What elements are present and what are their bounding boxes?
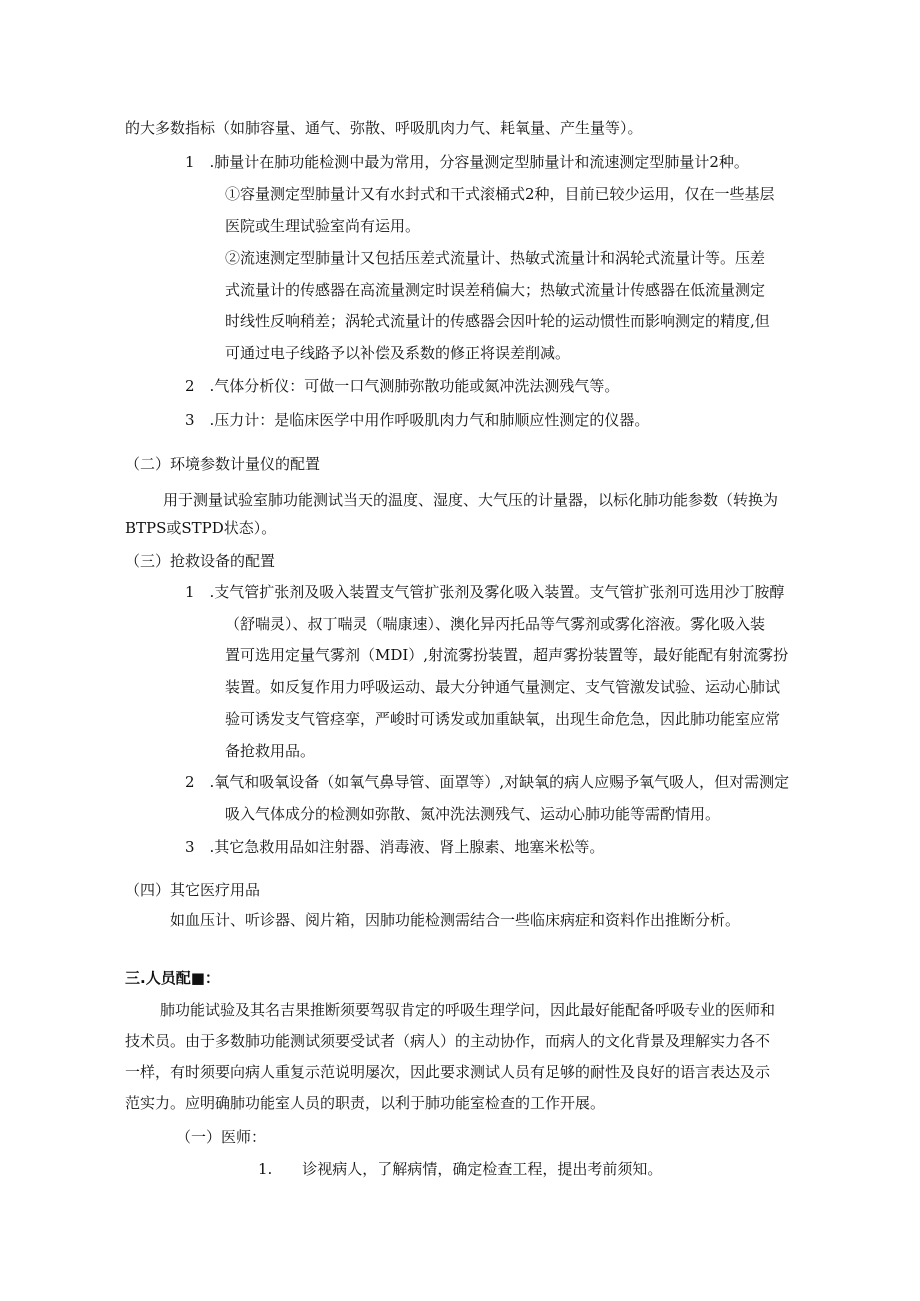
section-heading-staff: 三.人员配■： bbox=[125, 969, 220, 987]
text-line: 1 .肺量计在肺功能检测中最为常用，分容量测定型肺量计和流速测定型肺量计2种。 bbox=[185, 153, 749, 171]
text-line: 肺功能试验及其名吉果推断须要驾驭肯定的呼吸生理学问，因此最好能配备呼吸专业的医师和 bbox=[160, 1001, 776, 1019]
text-line: 的大多数指标（如肺容量、通气、弥散、呼吸肌肉力气、耗氧量、产生量等）。 bbox=[125, 119, 643, 137]
text-line: 置可选用定量气雾剂（MDI）,射流雾扮装置，超声雾扮装置等，最好能配有射流雾扮 bbox=[225, 646, 789, 664]
text-line: 3 .其它急救用品如注射器、消毒液、肾上腺素、地塞米松等。 bbox=[185, 838, 605, 856]
text-line: BTPS或STPD状态）。 bbox=[125, 519, 277, 537]
text-line: 医院或生理试验室尚有运用。 bbox=[225, 217, 421, 235]
text-line: 2 .氧气和吸氧设备（如氧气鼻导管、面罩等）,对缺氧的病人应赐予氧气吸人，但对需测定 bbox=[185, 773, 790, 791]
text-line: 式流量计的传感器在高流量测定时误差稍偏大；热敏式流量计传感器在低流量测定 bbox=[225, 281, 766, 299]
text-line: 如血压计、听诊器、阅片箱，因肺功能检测需结合一些临床病症和资料作出推断分析。 bbox=[170, 911, 741, 929]
text-line: 时线性反响稍差；涡轮式流量计的传感器会因叶轮的运动惯性而影响测定的精度,但 bbox=[225, 312, 770, 330]
text-line: （舒喘灵）、叔丁喘灵（喘康速）、澳化异丙托品等气雾剂或雾化溶液。雾化吸入装 bbox=[225, 615, 766, 633]
section-heading: （三）抢救设备的配置 bbox=[125, 552, 276, 570]
text-line: ①容量测定型肺量计又有水封式和干式滚桶式2种，目前已较少运用，仅在一些基层 bbox=[225, 185, 775, 203]
subsection-heading: （一）医师： bbox=[176, 1128, 267, 1146]
text-line: 用于测量试验室肺功能测试当天的温度、湿度、大气压的计量器，以标化肺功能参数（转换为 bbox=[163, 491, 779, 509]
text-line: 一样，有时须要向病人重复示范说明屡次，因此要求测试人员有足够的耐性及良好的语言表达及示 bbox=[125, 1063, 771, 1081]
text-line: ②流速测定型肺量计又包括压差式流量计、热敏式流量计和涡轮式流量计等。压差 bbox=[225, 249, 766, 267]
text-line: 装置。如反复作用力呼吸运动、最大分钟通气量测定、支气管激发试验、运动心肺试 bbox=[225, 678, 781, 696]
text-line: 2 .气体分析仪：可做一口气测肺弥散功能或氮冲洗法测残气等。 bbox=[185, 377, 620, 395]
text-line: 验可诱发支气管痉挛，严峻时可诱发或加重缺氧，出现生命危急，因此肺功能室应常 bbox=[225, 710, 781, 728]
text-line: 备抢救用品。 bbox=[225, 742, 316, 760]
text-line: 范实力。应明确肺功能室人员的职责，以利于肺功能室检查的工作开展。 bbox=[125, 1094, 606, 1112]
section-heading: （二）环境参数计量仪的配置 bbox=[125, 455, 321, 473]
text-line: 1 .支气管扩张剂及吸入装置支气管扩张剂及雾化吸入装置。支气管扩张剂可选用沙丁胺醇 bbox=[185, 583, 785, 601]
text-line: 3 .压力计：是临床医学中用作呼吸肌肉力气和肺顺应性测定的仪器。 bbox=[185, 411, 650, 429]
text-line: 1. 诊视病人，了解病情，确定检查工程，提出考前须知。 bbox=[258, 1160, 663, 1178]
text-line: 技术员。由于多数肺功能测试须要受试者（病人）的主动协作，而病人的文化背景及理解实力各不 bbox=[125, 1032, 771, 1050]
section-heading: （四）其它医疗用品 bbox=[125, 881, 261, 899]
text-line: 可通过电子线路予以补偿及系数的修正将误差削减。 bbox=[225, 344, 571, 362]
text-line: 吸入气体成分的检测如弥散、氮冲洗法测残气、运动心肺功能等需酌情用。 bbox=[225, 805, 721, 823]
